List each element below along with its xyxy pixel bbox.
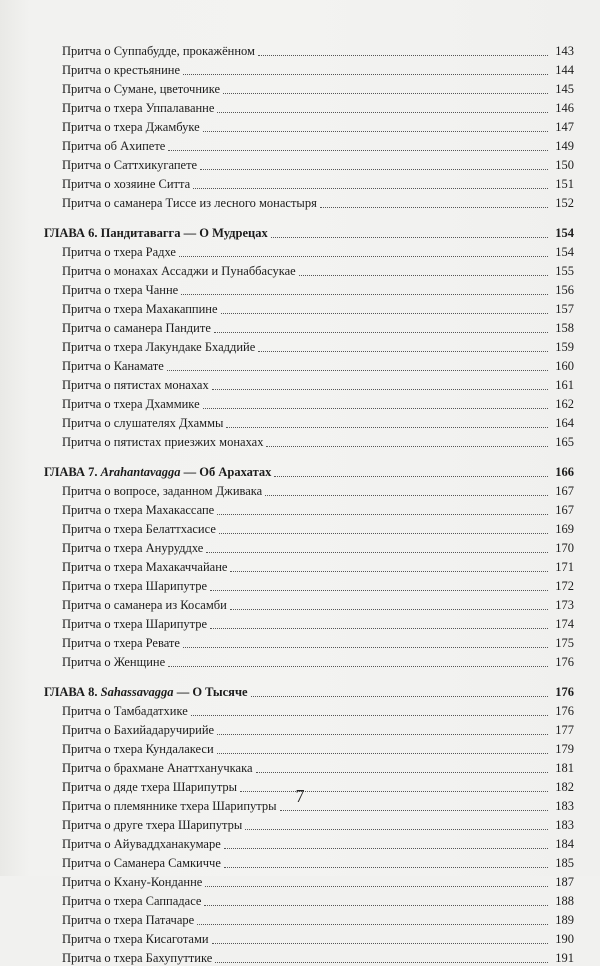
toc-entry	[44, 575, 574, 594]
dot-leader	[274, 476, 548, 477]
chapter-pali-name: Sahassavagga	[100, 685, 174, 699]
toc-entry	[44, 613, 574, 632]
toc-entry	[44, 651, 574, 670]
toc-entry-title: Притча о хозяине Ситта	[62, 177, 191, 191]
toc-entry-title: Притча о Канамате	[62, 359, 164, 373]
toc-chapter-heading	[44, 680, 574, 700]
dot-leader	[168, 666, 548, 667]
dot-leader	[205, 886, 548, 887]
toc-entry	[44, 412, 574, 431]
dot-leader	[212, 389, 548, 390]
toc-page-number: 191	[555, 951, 574, 965]
table-of-contents	[44, 40, 574, 966]
dot-leader	[210, 628, 548, 629]
dot-leader	[217, 514, 548, 515]
dot-leader	[167, 370, 548, 371]
toc-entry	[44, 890, 574, 909]
toc-entry	[44, 700, 574, 719]
chapter-russian-name: — О Мудрецах	[180, 226, 268, 240]
toc-entry-title: Притча о дяде тхера Шарипутры	[62, 780, 238, 794]
dot-leader	[280, 810, 548, 811]
toc-entry-title: Притча о Бахийадаручирийе	[62, 723, 215, 737]
toc-entry-title: Притча о пятистах приезжих монахах	[62, 435, 264, 449]
toc-entry-title: Притча о тхера Дхаммике	[62, 397, 200, 411]
toc-entry-title: Притча о саманера из Косамби	[62, 598, 227, 612]
dot-leader	[204, 905, 548, 906]
toc-entry-title: Притча о Кхану-Конданне	[62, 875, 203, 889]
toc-entry-title: Притча о тхера Ануруддхе	[62, 541, 204, 555]
dot-leader	[299, 275, 548, 276]
toc-entry	[44, 431, 574, 450]
toc-entry	[44, 173, 574, 192]
toc-page-number: 161	[555, 378, 574, 392]
toc-entry	[44, 241, 574, 260]
toc-page-number: 188	[555, 894, 574, 908]
chapter-pali-name: Arahantavagga	[100, 465, 181, 479]
toc-entry	[44, 260, 574, 279]
toc-entry	[44, 317, 574, 336]
toc-page-number: 144	[555, 63, 574, 77]
toc-entry-title: Притча о Женщине	[62, 655, 166, 669]
toc-entry	[44, 393, 574, 412]
dot-leader	[179, 256, 548, 257]
toc-entry	[44, 78, 574, 97]
toc-entry-title: Притча о пятистах монахах	[62, 378, 209, 392]
dot-leader	[212, 943, 548, 944]
toc-entry-title: Притча о тхера Кисаготами	[62, 932, 209, 946]
toc-entry-title: Притча о вопросе, заданном Дживака	[62, 484, 263, 498]
dot-leader	[181, 294, 548, 295]
toc-entry	[44, 814, 574, 833]
toc-entry-title: Притча о тхера Шарипутре	[62, 617, 208, 631]
dot-leader	[168, 150, 548, 151]
toc-entry	[44, 97, 574, 116]
dot-leader	[320, 207, 548, 208]
toc-entry-title: Притча о Суппабудде, прокажённом	[62, 44, 255, 58]
toc-entry	[44, 135, 574, 154]
toc-entry-title: Притча о тхера Радхе	[62, 245, 176, 259]
toc-entry-title: Притча о слушателях Дхаммы	[62, 416, 224, 430]
dot-leader	[266, 446, 548, 447]
toc-entry	[44, 298, 574, 317]
dot-leader	[217, 112, 548, 113]
toc-entry	[44, 556, 574, 575]
toc-entry	[44, 852, 574, 871]
toc-page-number: 156	[555, 283, 574, 297]
toc-entry-title: Притча о Сумане, цветочнике	[62, 82, 221, 96]
toc-entry-title: Притча о тхера Бахупуттике	[62, 951, 213, 965]
chapter-number: ГЛАВА 7.	[44, 465, 101, 479]
toc-entry	[44, 594, 574, 613]
toc-entry-title: Притча об Ахипете	[62, 139, 166, 153]
toc-page-number: 184	[555, 837, 574, 851]
toc-entry-title: Притча о тхера Махакассапе	[62, 503, 215, 517]
toc-entry	[44, 192, 574, 211]
dot-leader	[230, 609, 548, 610]
toc-page-number: 145	[555, 82, 574, 96]
toc-entry	[44, 355, 574, 374]
dot-leader	[215, 962, 548, 963]
toc-entry-title: Притча о племяннике тхера Шарипутры	[62, 799, 277, 813]
toc-page-number: 170	[555, 541, 574, 555]
toc-page-number: 176	[555, 704, 574, 718]
toc-page-number: 183	[555, 799, 574, 813]
toc-entry-title: Притча о тхера Ревате	[62, 636, 180, 650]
toc-entry-title: Притча о брахмане Анаттханучкака	[62, 761, 253, 775]
toc-page-number: 157	[555, 302, 574, 316]
toc-entry	[44, 909, 574, 928]
chapter-russian-name: — О Тысяче	[173, 685, 248, 699]
toc-entry	[44, 719, 574, 738]
toc-page-number: 147	[555, 120, 574, 134]
dot-leader	[183, 647, 548, 648]
toc-entry-title: Притча о друге тхера Шарипутры	[62, 818, 243, 832]
dot-leader	[221, 313, 548, 314]
toc-page-number: 189	[555, 913, 574, 927]
toc-entry-title: Притча о Саттхикугапете	[62, 158, 198, 172]
toc-entry-title: Притча о тхера Патачаре	[62, 913, 195, 927]
toc-page-number: 154	[555, 226, 574, 240]
dot-leader	[258, 351, 548, 352]
toc-page-number: 154	[555, 245, 574, 259]
toc-entry-title: Притча о саманера Тиссе из лесного монастыря	[62, 196, 317, 210]
toc-chapter-heading	[44, 221, 574, 241]
dot-leader	[206, 552, 548, 553]
toc-entry	[44, 871, 574, 890]
dot-leader	[251, 696, 548, 697]
toc-page-number: 158	[555, 321, 574, 335]
toc-page-number: 152	[555, 196, 574, 210]
toc-entry-title: Притча о Саманера Самкичче	[62, 856, 221, 870]
toc-page-number: 177	[555, 723, 574, 737]
toc-entry-title: Притча о саманера Пандите	[62, 321, 211, 335]
toc-page-number: 179	[555, 742, 574, 756]
toc-page-number: 143	[555, 44, 574, 58]
toc-entry-title	[44, 685, 251, 700]
toc-entry-title: Притча о тхера Чанне	[62, 283, 179, 297]
toc-entry	[44, 116, 574, 135]
dot-leader	[200, 169, 548, 170]
toc-entry-title: Притча о тхера Махакаччайане	[62, 560, 228, 574]
toc-page-number: 146	[555, 101, 574, 115]
dot-leader	[230, 571, 548, 572]
toc-entry	[44, 480, 574, 499]
toc-page-number: 167	[555, 484, 574, 498]
toc-chapter-heading	[44, 460, 574, 480]
toc-page-number: 164	[555, 416, 574, 430]
dot-leader	[223, 93, 548, 94]
toc-entry	[44, 537, 574, 556]
toc-entry-title: Притча о Тамбадатхике	[62, 704, 188, 718]
toc-entry-title: Притча о тхера Лакундаке Бхаддийе	[62, 340, 256, 354]
dot-leader	[191, 715, 548, 716]
toc-entry	[44, 757, 574, 776]
toc-page-number: 173	[555, 598, 574, 612]
toc-entry-title	[44, 465, 274, 480]
toc-entry-title: Притча о тхера Саппадасе	[62, 894, 202, 908]
toc-entry	[44, 499, 574, 518]
toc-entry	[44, 40, 574, 59]
dot-leader	[203, 408, 548, 409]
toc-entry	[44, 632, 574, 651]
toc-entry	[44, 154, 574, 173]
dot-leader	[271, 237, 548, 238]
dot-leader	[256, 772, 549, 773]
toc-entry-title: Притча о тхера Шарипутре	[62, 579, 208, 593]
chapter-russian-name: — Об Арахатах	[180, 465, 272, 479]
toc-page-number: 190	[555, 932, 574, 946]
toc-page-number: 151	[555, 177, 574, 191]
toc-page-number: 165	[555, 435, 574, 449]
toc-page-number: 150	[555, 158, 574, 172]
dot-leader	[265, 495, 548, 496]
toc-page-number: 174	[555, 617, 574, 631]
toc-entry-title: Притча о тхера Уппалаванне	[62, 101, 215, 115]
toc-entry-title: Притча о тхера Джамбуке	[62, 120, 200, 134]
toc-page-number: 160	[555, 359, 574, 373]
toc-page-number: 162	[555, 397, 574, 411]
toc-entry-title: Притча о монахах Ассаджи и Пунаббасукае	[62, 264, 296, 278]
toc-entry	[44, 279, 574, 298]
dot-leader	[258, 55, 548, 56]
toc-entry	[44, 518, 574, 537]
toc-page-number: 166	[555, 465, 574, 479]
dot-leader	[193, 188, 548, 189]
toc-entry	[44, 928, 574, 947]
toc-page-number: 176	[555, 685, 574, 699]
toc-entry	[44, 833, 574, 852]
toc-page-number: 176	[555, 655, 574, 669]
dot-leader	[245, 829, 548, 830]
page-number: 7	[295, 786, 305, 806]
toc-page-number: 155	[555, 264, 574, 278]
toc-page-number: 187	[555, 875, 574, 889]
dot-leader	[214, 332, 548, 333]
toc-entry	[44, 374, 574, 393]
toc-page-number: 159	[555, 340, 574, 354]
toc-page-number: 183	[555, 818, 574, 832]
toc-entry-title: Притча о тхера Махакаппине	[62, 302, 218, 316]
toc-page-number: 182	[555, 780, 574, 794]
toc-page-number: 181	[555, 761, 574, 775]
toc-entry	[44, 59, 574, 78]
toc-entry-title: Притча о тхера Белаттхасисе	[62, 522, 216, 536]
chapter-number: ГЛАВА 8.	[44, 685, 101, 699]
toc-page-number: 149	[555, 139, 574, 153]
toc-page-number: 175	[555, 636, 574, 650]
dot-leader	[219, 533, 548, 534]
toc-entry	[44, 738, 574, 757]
toc-entry	[44, 947, 574, 966]
toc-entry-title: Притча о тхера Кундалакеси	[62, 742, 214, 756]
toc-page-number: 169	[555, 522, 574, 536]
toc-entry-title	[44, 226, 271, 241]
toc-entry-title: Притча о Айуваддханакумаре	[62, 837, 221, 851]
dot-leader	[226, 427, 548, 428]
toc-page-number: 171	[555, 560, 574, 574]
dot-leader	[224, 867, 548, 868]
dot-leader	[183, 74, 548, 75]
dot-leader	[197, 924, 548, 925]
dot-leader	[217, 734, 548, 735]
chapter-pali-name: Пандитавагга	[100, 226, 181, 240]
chapter-number: ГЛАВА 6.	[44, 226, 101, 240]
dot-leader	[217, 753, 548, 754]
toc-page-number: 172	[555, 579, 574, 593]
toc-entry	[44, 336, 574, 355]
dot-leader	[224, 848, 548, 849]
toc-page-number: 185	[555, 856, 574, 870]
toc-page-number: 167	[555, 503, 574, 517]
toc-entry-title: Притча о крестьянине	[62, 63, 181, 77]
dot-leader	[203, 131, 548, 132]
dot-leader	[210, 590, 548, 591]
